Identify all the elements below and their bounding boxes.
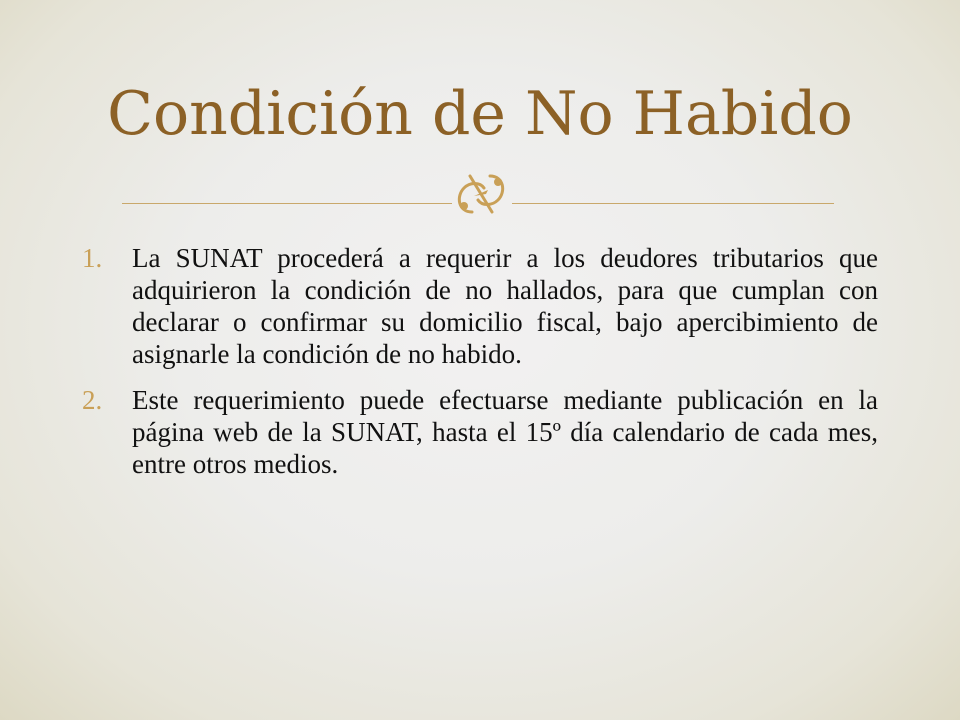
- numbered-list: [82, 242, 878, 494]
- title-divider-left: [122, 203, 452, 204]
- slide-title: Condición de No Habido: [107, 79, 853, 149]
- list-item-number: 1.: [82, 243, 103, 273]
- list-item-text: La SUNAT procederá a requerir a los deudores tributarios que adquirieron la condición de no hallados, para que cumplan con declarar o confirmar su domicilio fiscal, bajo apercibimiento de asignarle la condición de no habido.: [132, 243, 878, 369]
- list-item-text: Este requerimiento puede efectuarse mediante publicación en la página web de la SUNAT, hasta el 15º día calendario de cada mes, entre otros medios.: [132, 385, 878, 479]
- title-divider-right: [512, 203, 834, 204]
- fleuron-icon: [450, 168, 512, 220]
- list-item: [82, 242, 878, 370]
- list-item-number: 2.: [82, 385, 103, 415]
- list-item: [82, 384, 878, 480]
